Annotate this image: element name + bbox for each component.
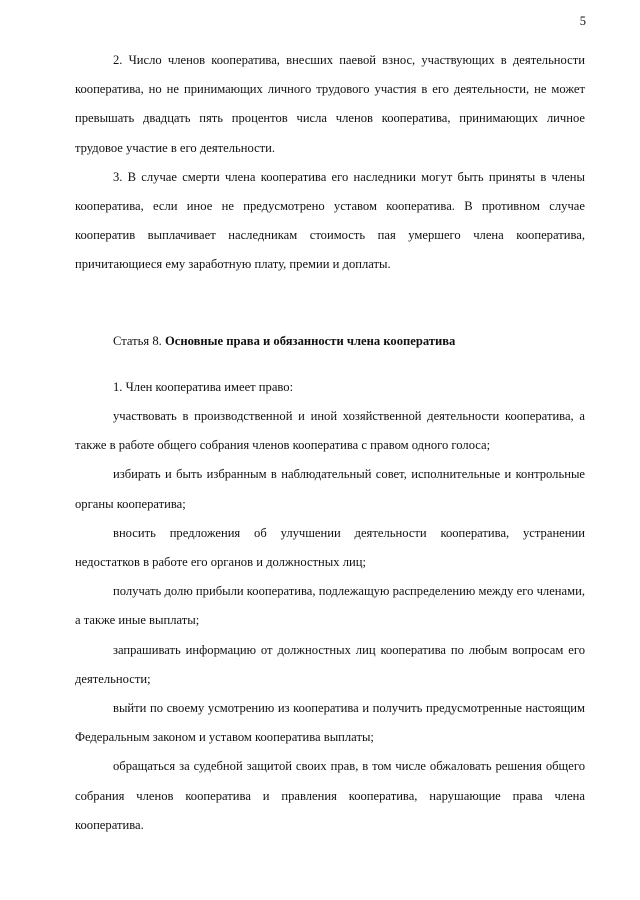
- paragraph-right-propose: вносить предложения об улучшении деятельности кооператива, устранении недостатков в работе его органов и должностных лиц;: [75, 525, 585, 570]
- page-number: 5: [579, 14, 586, 28]
- article-heading: [75, 327, 585, 356]
- paragraph-right-profit-share: получать долю прибыли кооператива, подлежащую распределению между его членами, а также иные выплаты;: [75, 584, 585, 628]
- paragraph-right-participate: участвовать в производственной и иной хозяйственной деятельности кооператива, а также в работе общего собрания членов кооператива с правом одного голоса;: [75, 409, 585, 453]
- article-label: Статья 8.: [113, 333, 162, 348]
- paragraph-rights-intro: 1. Член кооператива имеет право:: [113, 379, 294, 394]
- paragraph-right-judicial-protection: обращаться за судебной защитой своих прав, в том числе обжаловать решения общего собрания членов кооператива и правления кооператива, нарушающие права члена кооператива.: [75, 759, 585, 832]
- paragraph-members-limit: 2. Число членов кооператива, внесших паевой взнос, участвующих в деятельности кооператива, но не принимающих личного трудового участия в его деятельности, не может превышать двадцать пять процентов числа членов кооператива, принимающих личное трудовое участие в его деятельности.: [75, 53, 585, 155]
- article-title: Основные права и обязанности члена кооператива: [164, 333, 456, 348]
- paragraph-right-request-info: запрашивать информацию от должностных лиц кооператива по любым вопросам его деятельности;: [75, 642, 585, 686]
- paragraph-right-elect: избирать и быть избранным в наблюдательный совет, исполнительные и контрольные органы кооператива;: [75, 467, 585, 511]
- paragraph-right-withdraw: выйти по своему усмотрению из кооператива и получить предусмотренные настоящим Федеральным законом и уставом кооператива выплаты;: [75, 701, 585, 745]
- paragraph-heirs: 3. В случае смерти члена кооператива его наследники могут быть приняты в члены кооператива, если иное не предусмотрено уставом кооператива. В противном случае кооператив выплачивает наследникам стоимость пая умершего члена кооператива, причитающиеся ему заработную плату, премии и доплаты.: [75, 169, 585, 272]
- document-body: [75, 46, 585, 840]
